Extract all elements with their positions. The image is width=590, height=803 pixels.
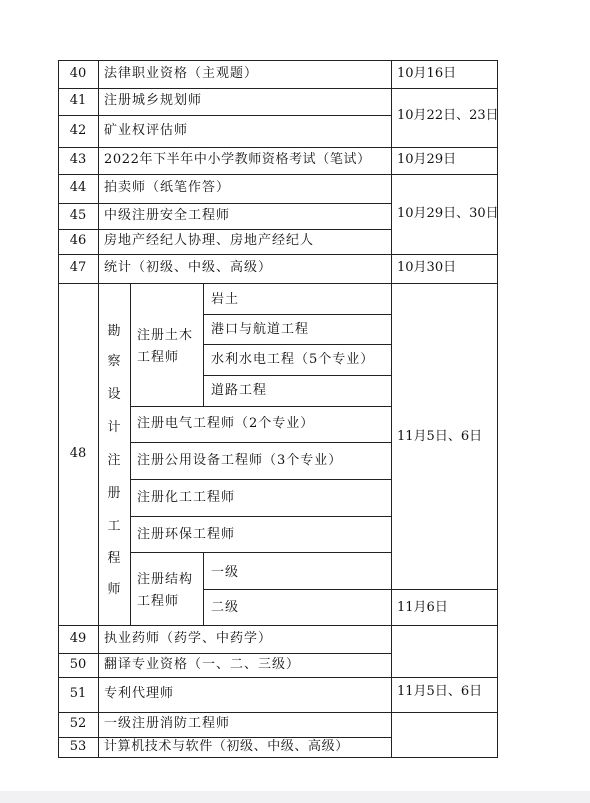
exam-date: 10月29日、30日 (397, 206, 499, 221)
survey-design-engineer-label: 计 (107, 420, 121, 435)
row-number: 46 (69, 233, 87, 248)
exam-name: 翻译专业资格（一、二、三级） (104, 657, 301, 672)
survey-design-engineer-label: 注 (107, 453, 121, 468)
exam-date: 10月30日 (397, 260, 457, 275)
row-number: 49 (69, 631, 87, 646)
exam-date: 11月5日、6日 (397, 684, 483, 699)
exam-name: 执业药师（药学、中药学） (104, 631, 273, 646)
exam-date: 10月16日 (397, 66, 457, 81)
structural-engineer-label: 工程师 (137, 594, 180, 609)
chemical-engineer: 注册化工工程师 (137, 490, 236, 505)
row-number: 53 (69, 739, 87, 754)
exam-name: 注册城乡规划师 (104, 93, 203, 108)
survey-design-engineer-label: 察 (107, 354, 121, 369)
exam-name: 一级注册消防工程师 (104, 716, 231, 731)
survey-design-engineer-label: 勘 (107, 324, 121, 339)
civil-engineer-label: 注册土木 (137, 328, 194, 343)
row-number: 50 (69, 657, 87, 672)
electrical-engineer: 注册电气工程师（2个专业） (137, 416, 315, 431)
row-number: 45 (69, 208, 87, 223)
row-number: 43 (69, 152, 87, 167)
survey-design-engineer-label: 程 (107, 551, 121, 566)
exam-date: 11月6日 (397, 600, 448, 615)
row-number: 41 (69, 93, 87, 108)
exam-name: 拍卖师（纸笔作答） (104, 180, 231, 195)
civil-item: 岩土 (211, 292, 240, 307)
row-number: 48 (69, 446, 87, 461)
structural-level: 一级 (211, 565, 240, 580)
utility-engineer: 注册公用设备工程师（3个专业） (137, 453, 343, 468)
civil-item: 道路工程 (211, 383, 268, 398)
row-number: 52 (69, 716, 87, 731)
row-number: 44 (69, 180, 87, 195)
exam-name: 2022年下半年中小学教师资格考试（笔试） (104, 152, 371, 167)
exam-name: 矿业权评估师 (104, 123, 189, 138)
exam-date: 10月29日 (397, 152, 457, 167)
row-number: 47 (69, 260, 87, 275)
civil-item: 水利水电工程（5个专业） (211, 352, 375, 367)
exam-date: 11月5日、6日 (397, 429, 483, 444)
exam-name: 法律职业资格（主观题） (104, 66, 259, 81)
structural-level: 二级 (211, 600, 240, 615)
row-number: 42 (69, 123, 87, 138)
civil-engineer-label: 工程师 (137, 350, 180, 365)
exam-date: 10月22日、23日 (397, 108, 499, 123)
survey-design-engineer-label: 册 (107, 486, 121, 501)
civil-item: 港口与航道工程 (211, 322, 310, 337)
survey-design-engineer-label: 师 (107, 582, 121, 597)
exam-name: 专利代理师 (104, 686, 175, 701)
survey-design-engineer-label: 工 (107, 519, 121, 534)
exam-name: 房地产经纪人协理、房地产经纪人 (104, 233, 315, 248)
exam-name: 中级注册安全工程师 (104, 208, 231, 223)
row-number: 51 (69, 686, 87, 701)
row-number: 40 (69, 66, 87, 81)
exam-name: 计算机技术与软件（初级、中级、高级） (104, 739, 349, 754)
environmental-engineer: 注册环保工程师 (137, 527, 236, 542)
structural-engineer-label: 注册结构 (137, 572, 194, 587)
viewer-footer-bar (0, 791, 590, 803)
survey-design-engineer-label: 设 (107, 387, 121, 402)
exam-name: 统计（初级、中级、高级） (104, 260, 273, 275)
